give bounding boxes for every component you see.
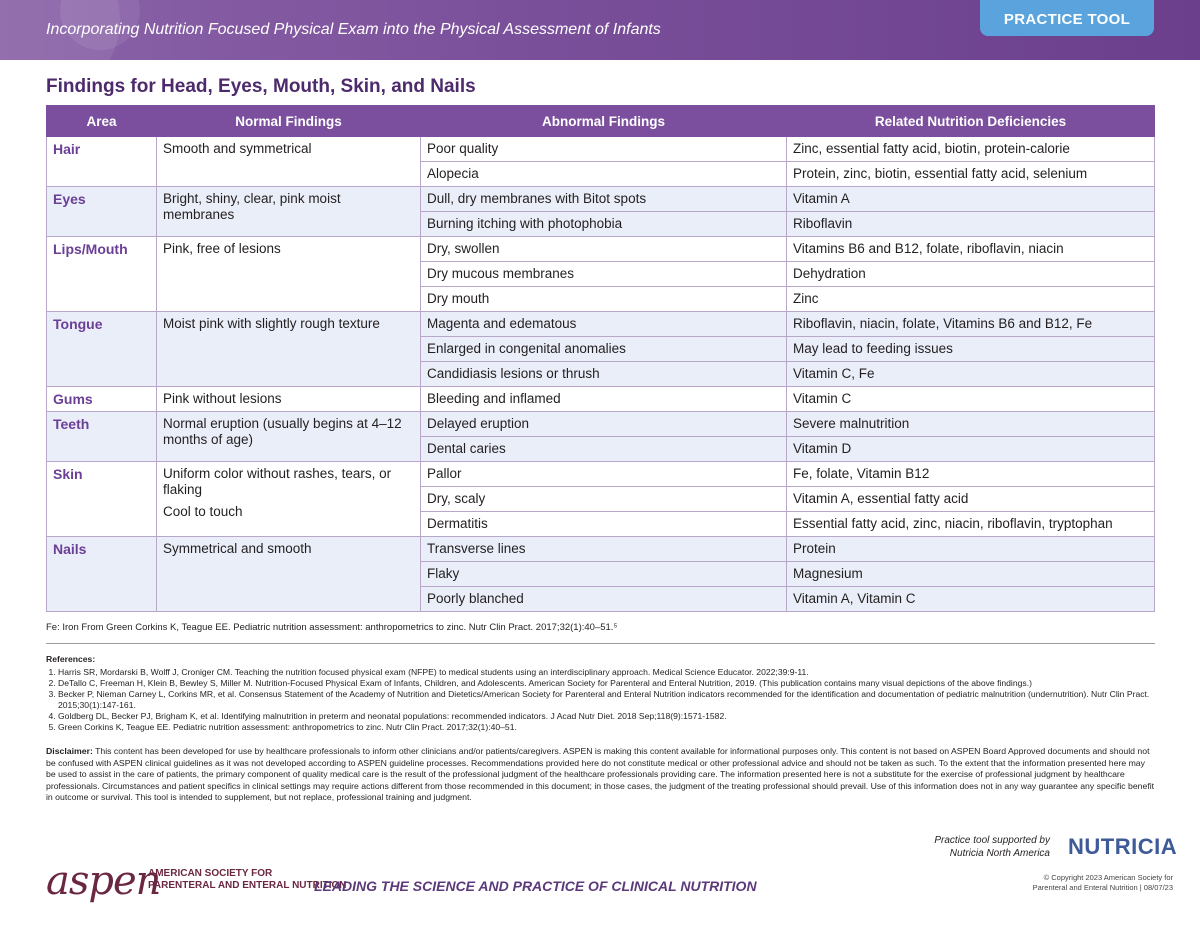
abnormal-finding-cell: Magenta and edematous: [421, 312, 787, 337]
reference-item: 2. DeTallo C, Freeman H, Klein B, Bewley S, Miller M. Nutrition-Focused Physical Exam of Infants, Children, and Adolescents. American Society for Parenteral and Enteral Nutrition, 2019. (This publication contains many visual depictions of the above findings.): [58, 678, 1156, 689]
normal-findings-cell: [157, 237, 421, 312]
normal-finding-text: Symmetrical and smooth: [163, 541, 312, 556]
deficiency-cell: Essential fatty acid, zinc, niacin, riboflavin, tryptophan: [787, 512, 1155, 537]
tagline: LEADING THE SCIENCE AND PRACTICE OF CLINICAL NUTRITION: [314, 878, 757, 894]
aspen-sub-line: AMERICAN SOCIETY FOR: [148, 868, 273, 879]
table-body: [47, 137, 1155, 612]
normal-findings-cell: [157, 462, 421, 537]
reference-item: 3. Becker P, Nieman Carney L, Corkins MR, et al. Consensus Statement of the Academy of Nutrition and Dietetics/American Society for Parenteral and Enteral Nutrition indicators recommended for the identification and documentation of pediatric malnutrition (undernutrition). Nutr Clin Pract. 2015;30(1):147-161.: [58, 689, 1156, 711]
abnormal-finding-cell: Pallor: [421, 462, 787, 487]
table-row: [47, 537, 1155, 562]
table-row: [47, 412, 1155, 437]
normal-finding-text: Cool to touch: [163, 504, 243, 519]
deficiency-cell: Protein, zinc, biotin, essential fatty acid, selenium: [787, 162, 1155, 187]
table-row: [47, 187, 1155, 212]
deficiency-cell: Vitamins B6 and B12, folate, riboflavin, niacin: [787, 237, 1155, 262]
normal-finding-text: Normal eruption (usually begins at 4–12 months of age): [163, 416, 402, 447]
deficiency-cell: Vitamin D: [787, 437, 1155, 462]
area-cell: Gums: [47, 387, 157, 412]
disclaimer-text: This content has been developed for use by healthcare professionals to inform other clinicians and/or patients/caregivers. ASPEN is making this content available for informational purposes only. This content is not based on ASPEN Board Approved documents and should not be confused with ASPEN clinical guidelines as it was not developed according to ASPEN guideline processes. Recommendations provided here do not constitute medical or other professional advice and should not be taken as such. To the extent that the information presented here may be used to assist in the care of patients, the primary component of quality medical care is the result of the professional judgment of the healthcare professionals providing care. The information presented here is not a substitute for the exercise of professional judgment by healthcare professionals. Circumstances and patient specifics in clinical settings may require actions different from those recommended in this document; in those cases, the judgment of the treating professional should prevail. Use of this information does not in any way guarantee any specific benefit in outcome or survival. This tool is intended to supplement, but not replace, professional training and judgment.: [46, 746, 1155, 803]
deficiency-cell: Riboflavin, niacin, folate, Vitamins B6 and B12, Fe: [787, 312, 1155, 337]
abnormal-finding-cell: Enlarged in congenital anomalies: [421, 337, 787, 362]
table-header-row: [47, 106, 1155, 137]
normal-finding-text: Pink without lesions: [163, 391, 282, 406]
area-cell: Tongue: [47, 312, 157, 387]
abnormal-finding-cell: Flaky: [421, 562, 787, 587]
divider: [46, 643, 1155, 644]
normal-finding-text: Smooth and symmetrical: [163, 141, 312, 156]
header-normal: Normal Findings: [157, 106, 421, 137]
abnormal-finding-cell: Dry mucous membranes: [421, 262, 787, 287]
deficiency-cell: May lead to feeding issues: [787, 337, 1155, 362]
normal-finding-text: Uniform color without rashes, tears, or flaking: [163, 466, 392, 497]
deficiency-cell: Vitamin C, Fe: [787, 362, 1155, 387]
aspen-sub-line: PARENTERAL AND ENTERAL NUTRITION: [148, 880, 347, 891]
banner-title: Incorporating Nutrition Focused Physical Exam into the Physical Assessment of Infants: [46, 21, 661, 38]
abnormal-finding-cell: Delayed eruption: [421, 412, 787, 437]
copyright-line: © Copyright 2023 American Society for: [1043, 873, 1173, 882]
practice-tool-tag: PRACTICE TOOL: [980, 0, 1154, 36]
area-cell: Teeth: [47, 412, 157, 462]
area-cell: Skin: [47, 462, 157, 537]
deficiency-cell: Vitamin C: [787, 387, 1155, 412]
findings-table: [46, 105, 1155, 612]
support-line: Practice tool supported by: [934, 835, 1050, 846]
normal-finding-text: Pink, free of lesions: [163, 241, 281, 256]
area-cell: Hair: [47, 137, 157, 187]
area-cell: Nails: [47, 537, 157, 612]
deficiency-cell: Zinc: [787, 287, 1155, 312]
support-text: [900, 834, 1050, 860]
normal-findings-cell: [157, 537, 421, 612]
deficiency-cell: Vitamin A, Vitamin C: [787, 587, 1155, 612]
header-area: Area: [47, 106, 157, 137]
header-abnormal: Abnormal Findings: [421, 106, 787, 137]
copyright: [980, 873, 1173, 893]
nutricia-logo: NUTRICIA: [1068, 834, 1178, 859]
deficiency-cell: Magnesium: [787, 562, 1155, 587]
table-row: [47, 137, 1155, 162]
deficiency-cell: Fe, folate, Vitamin B12: [787, 462, 1155, 487]
table-row: [47, 462, 1155, 487]
page-title: Findings for Head, Eyes, Mouth, Skin, and Nails: [46, 76, 476, 97]
header-deficiencies: Related Nutrition Deficiencies: [787, 106, 1155, 137]
abnormal-finding-cell: Burning itching with photophobia: [421, 212, 787, 237]
abnormal-finding-cell: Poorly blanched: [421, 587, 787, 612]
abnormal-finding-cell: Dry mouth: [421, 287, 787, 312]
abnormal-finding-cell: Dermatitis: [421, 512, 787, 537]
area-cell: Lips/Mouth: [47, 237, 157, 312]
reference-item: 4. Goldberg DL, Becker PJ, Brigham K, et al. Identifying malnutrition in preterm and neonatal populations: recommended indicators. J Acad Nutr Diet. 2018 Sep;118(9):1571-1582.: [58, 711, 1156, 722]
area-cell: Eyes: [47, 187, 157, 237]
abnormal-finding-cell: Transverse lines: [421, 537, 787, 562]
normal-findings-cell: [157, 387, 421, 412]
copyright-line: Parenteral and Enteral Nutrition | 08/07/23: [1032, 883, 1173, 892]
normal-findings-cell: [157, 412, 421, 462]
references-heading: References:: [46, 654, 96, 664]
disclaimer-label: Disclaimer:: [46, 746, 93, 756]
deficiency-cell: Vitamin A, essential fatty acid: [787, 487, 1155, 512]
reference-item: 1. Harris SR, Mordarski B, Wolff J, Croniger CM. Teaching the nutrition focused physical exam (NFPE) to medical students using an interdisciplinary approach. Medical Science Educator. 2022;39:9-11.: [58, 667, 1156, 678]
abnormal-finding-cell: Dental caries: [421, 437, 787, 462]
deficiency-cell: Protein: [787, 537, 1155, 562]
support-line: Nutricia North America: [949, 848, 1050, 859]
deficiency-cell: Dehydration: [787, 262, 1155, 287]
normal-findings-cell: [157, 137, 421, 187]
abnormal-finding-cell: Dry, scaly: [421, 487, 787, 512]
deficiency-cell: Severe malnutrition: [787, 412, 1155, 437]
abnormal-finding-cell: Poor quality: [421, 137, 787, 162]
abnormal-finding-cell: Dull, dry membranes with Bitot spots: [421, 187, 787, 212]
abnormal-finding-cell: Bleeding and inflamed: [421, 387, 787, 412]
reference-item: 5. Green Corkins K, Teague EE. Pediatric nutrition assessment: anthropometrics to zinc. Nutr Clin Pract. 2017;32(1):40–51.: [58, 722, 1156, 733]
references: [46, 654, 1156, 733]
deficiency-cell: Zinc, essential fatty acid, biotin, protein-calorie: [787, 137, 1155, 162]
normal-finding-text: Moist pink with slightly rough texture: [163, 316, 380, 331]
normal-findings-cell: [157, 187, 421, 237]
footnote: Fe: Iron From Green Corkins K, Teague EE. Pediatric nutrition assessment: anthropometrics to zinc. Nutr Clin Pract. 2017;32(1):40–51.⁵: [46, 622, 618, 633]
table-row: [47, 237, 1155, 262]
deficiency-cell: Riboflavin: [787, 212, 1155, 237]
table-row: [47, 312, 1155, 337]
normal-findings-cell: [157, 312, 421, 387]
abnormal-finding-cell: Dry, swollen: [421, 237, 787, 262]
disclaimer: [46, 746, 1156, 804]
normal-finding-text: Bright, shiny, clear, pink moist membranes: [163, 191, 341, 222]
aspen-logo: aspen: [46, 858, 161, 904]
deficiency-cell: Vitamin A: [787, 187, 1155, 212]
table-row: [47, 387, 1155, 412]
abnormal-finding-cell: Candidiasis lesions or thrush: [421, 362, 787, 387]
abnormal-finding-cell: Alopecia: [421, 162, 787, 187]
